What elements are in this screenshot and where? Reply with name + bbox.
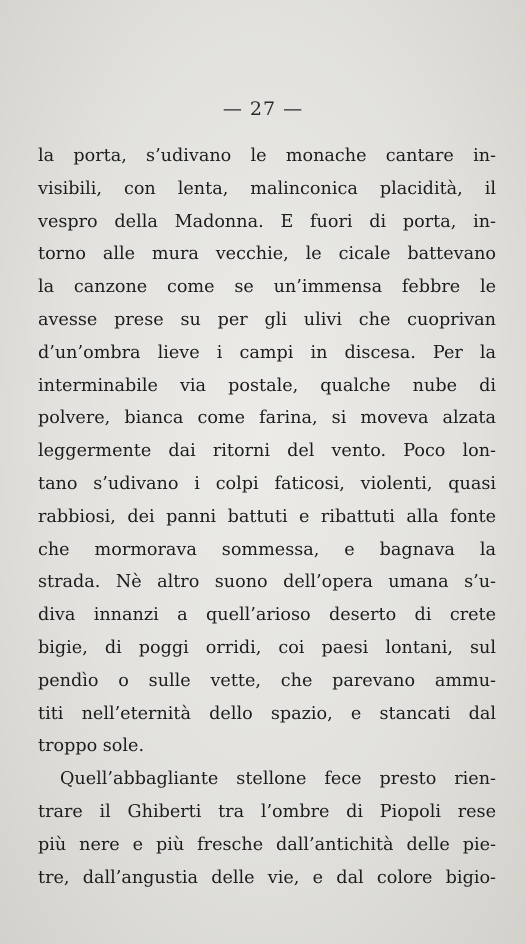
page-number: — 27 — — [222, 98, 304, 120]
text-line: polvere, bianca come farina, si moveva alzata — [38, 408, 496, 429]
text-line: tre, dall’angustia delle vie, e dal colore bigio- — [38, 867, 496, 888]
text-line: la porta, s’udivano le monache cantare in- — [38, 146, 496, 166]
text-line: visibili, con lenta, malinconica placidità, il — [38, 178, 496, 199]
text-line: troppo sole. — [38, 736, 145, 757]
text-line: diva innanzi a quell’arioso deserto di crete — [38, 605, 496, 626]
text-line: vespro della Madonna. E fuori di porta, in- — [38, 211, 496, 232]
text-line: trare il Ghiberti tra l’ombre di Piopoli rese — [38, 801, 496, 822]
text-line: strada. Nè altro suono dell’opera umana s’u- — [38, 572, 496, 593]
text-line: pendìo o sulle vette, che parevano ammu- — [38, 670, 496, 691]
text-line: Quell’abbagliante stellone fece presto rien- — [60, 769, 496, 790]
text-line: torno alle mura vecchie, le cicale battevano — [38, 244, 496, 265]
text-line: bigie, di poggi orridi, coi paesi lontani, sul — [38, 637, 496, 658]
text-line: avesse prese su per gli ulivi che cuoprivan — [38, 309, 496, 330]
text-line: interminabile via postale, qualche nube di — [38, 375, 496, 396]
text-line: d’un’ombra lieve i campi in discesa. Per la — [38, 342, 496, 363]
text-line: la canzone come se un’immensa febbre le — [38, 277, 496, 298]
text-line: più nere e più fresche dall’antichità delle pie- — [38, 834, 496, 855]
text-line: che mormorava sommessa, e bagnava la — [38, 539, 496, 560]
text-line: tano s’udivano i colpi faticosi, violenti, quasi — [38, 473, 496, 494]
body-text — [38, 140, 496, 894]
text-line: titi nell’eternità dello spazio, e stancati dal — [38, 703, 496, 724]
text-line: leggermente dai ritorni del vento. Poco lon- — [38, 441, 496, 462]
text-line: rabbiosi, dei panni battuti e ribattuti alla fonte — [38, 506, 496, 527]
